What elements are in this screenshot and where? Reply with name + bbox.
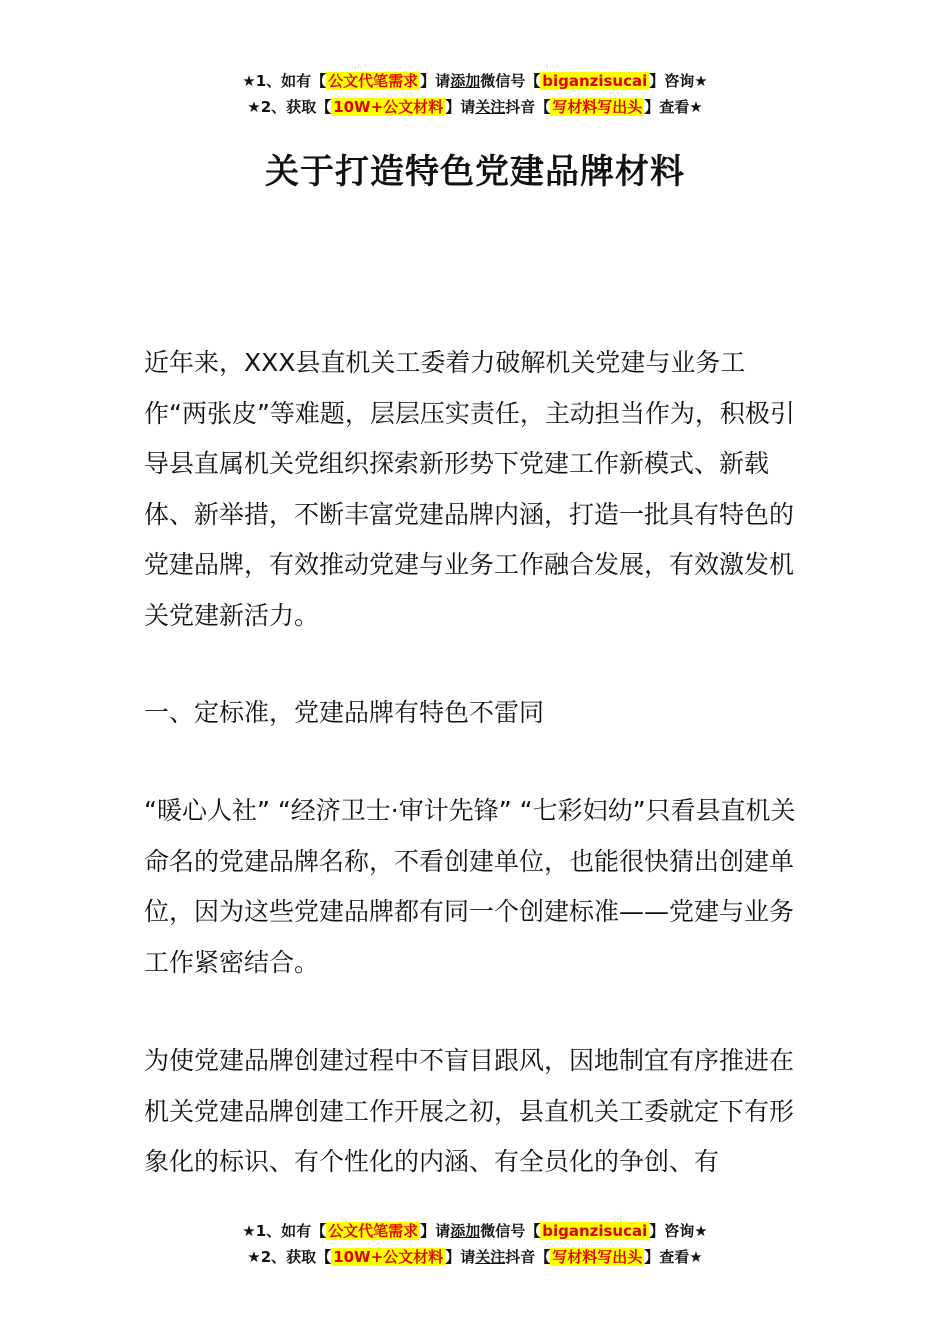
banner-text: ★1、如有【 <box>242 1222 327 1240</box>
banner-line-1 <box>0 68 950 94</box>
banner-text: 】请 <box>445 98 476 116</box>
banner-underline: 关注 <box>475 1248 506 1266</box>
banner-text: 】请 <box>420 72 451 90</box>
banner-highlight: biganzisucai <box>542 72 648 90</box>
banner-text: 】请 <box>445 1248 476 1266</box>
banner-highlight: 10W+公文材料 <box>333 98 444 116</box>
banner-line-2 <box>0 1244 950 1270</box>
banner-text: 】查看★ <box>644 1248 703 1266</box>
banner-line-1 <box>0 1218 950 1244</box>
header-banner <box>0 68 950 120</box>
banner-text: 微信号【 <box>480 1222 541 1240</box>
banner-text: 】咨询★ <box>649 72 708 90</box>
document-title: 关于打造特色党建品牌材料 <box>265 152 685 192</box>
banner-highlight: 10W+公文材料 <box>333 1248 444 1266</box>
paragraph-standards: 为使党建品牌创建过程中不盲目跟风，因地制宜有序推进在机关党建品牌创建工作开展之初，县直机关工委就定下有形象化的标识、有个性化的内涵、有全员化的争创、有 <box>144 1046 795 1176</box>
paragraph-brand-names: “暖心人社” “经济卫士·审计先锋” “七彩妇幼”只看县直机关命名的党建品牌名称，不看创建单位，也能很快猜出创建单位，因为这些党建品牌都有同一个创建标准——党建与业务工作紧密结合。 <box>144 796 796 977</box>
banner-text: 抖音【 <box>505 98 551 116</box>
paragraph-intro: 近年来，XXX县直机关工委着力破解机关党建与业务工作“两张皮”等难题，层层压实责任，主动担当作为，积极引导县直属机关党组织探索新形势下党建工作新模式、新载体、新举措，不断丰富党建品牌内涵，打造一批具有特色的党建品牌，有效推动党建与业务工作融合发展，有效激发机关党建新活力。 <box>144 348 795 630</box>
banner-underline: 关注 <box>475 98 506 116</box>
banner-text: 抖音【 <box>505 1248 551 1266</box>
footer-banner <box>0 1218 950 1270</box>
banner-text: ★2、获取【 <box>247 1248 332 1266</box>
banner-highlight: biganzisucai <box>542 1222 648 1240</box>
banner-text: 】查看★ <box>644 98 703 116</box>
banner-underline: 添加 <box>450 1222 481 1240</box>
banner-highlight: 公文代笔需求 <box>328 1222 419 1240</box>
banner-line-2 <box>0 94 950 120</box>
banner-text: 】咨询★ <box>649 1222 708 1240</box>
banner-underline: 添加 <box>450 72 481 90</box>
banner-highlight: 写材料写出头 <box>552 1248 643 1266</box>
banner-text: ★1、如有【 <box>242 72 327 90</box>
banner-text: 】请 <box>420 1222 451 1240</box>
banner-text: ★2、获取【 <box>247 98 332 116</box>
banner-text: 微信号【 <box>480 72 541 90</box>
banner-highlight: 写材料写出头 <box>552 98 643 116</box>
banner-highlight: 公文代笔需求 <box>328 72 419 90</box>
section-heading-1: 一、定标准，党建品牌有特色不雷同 <box>144 698 545 727</box>
